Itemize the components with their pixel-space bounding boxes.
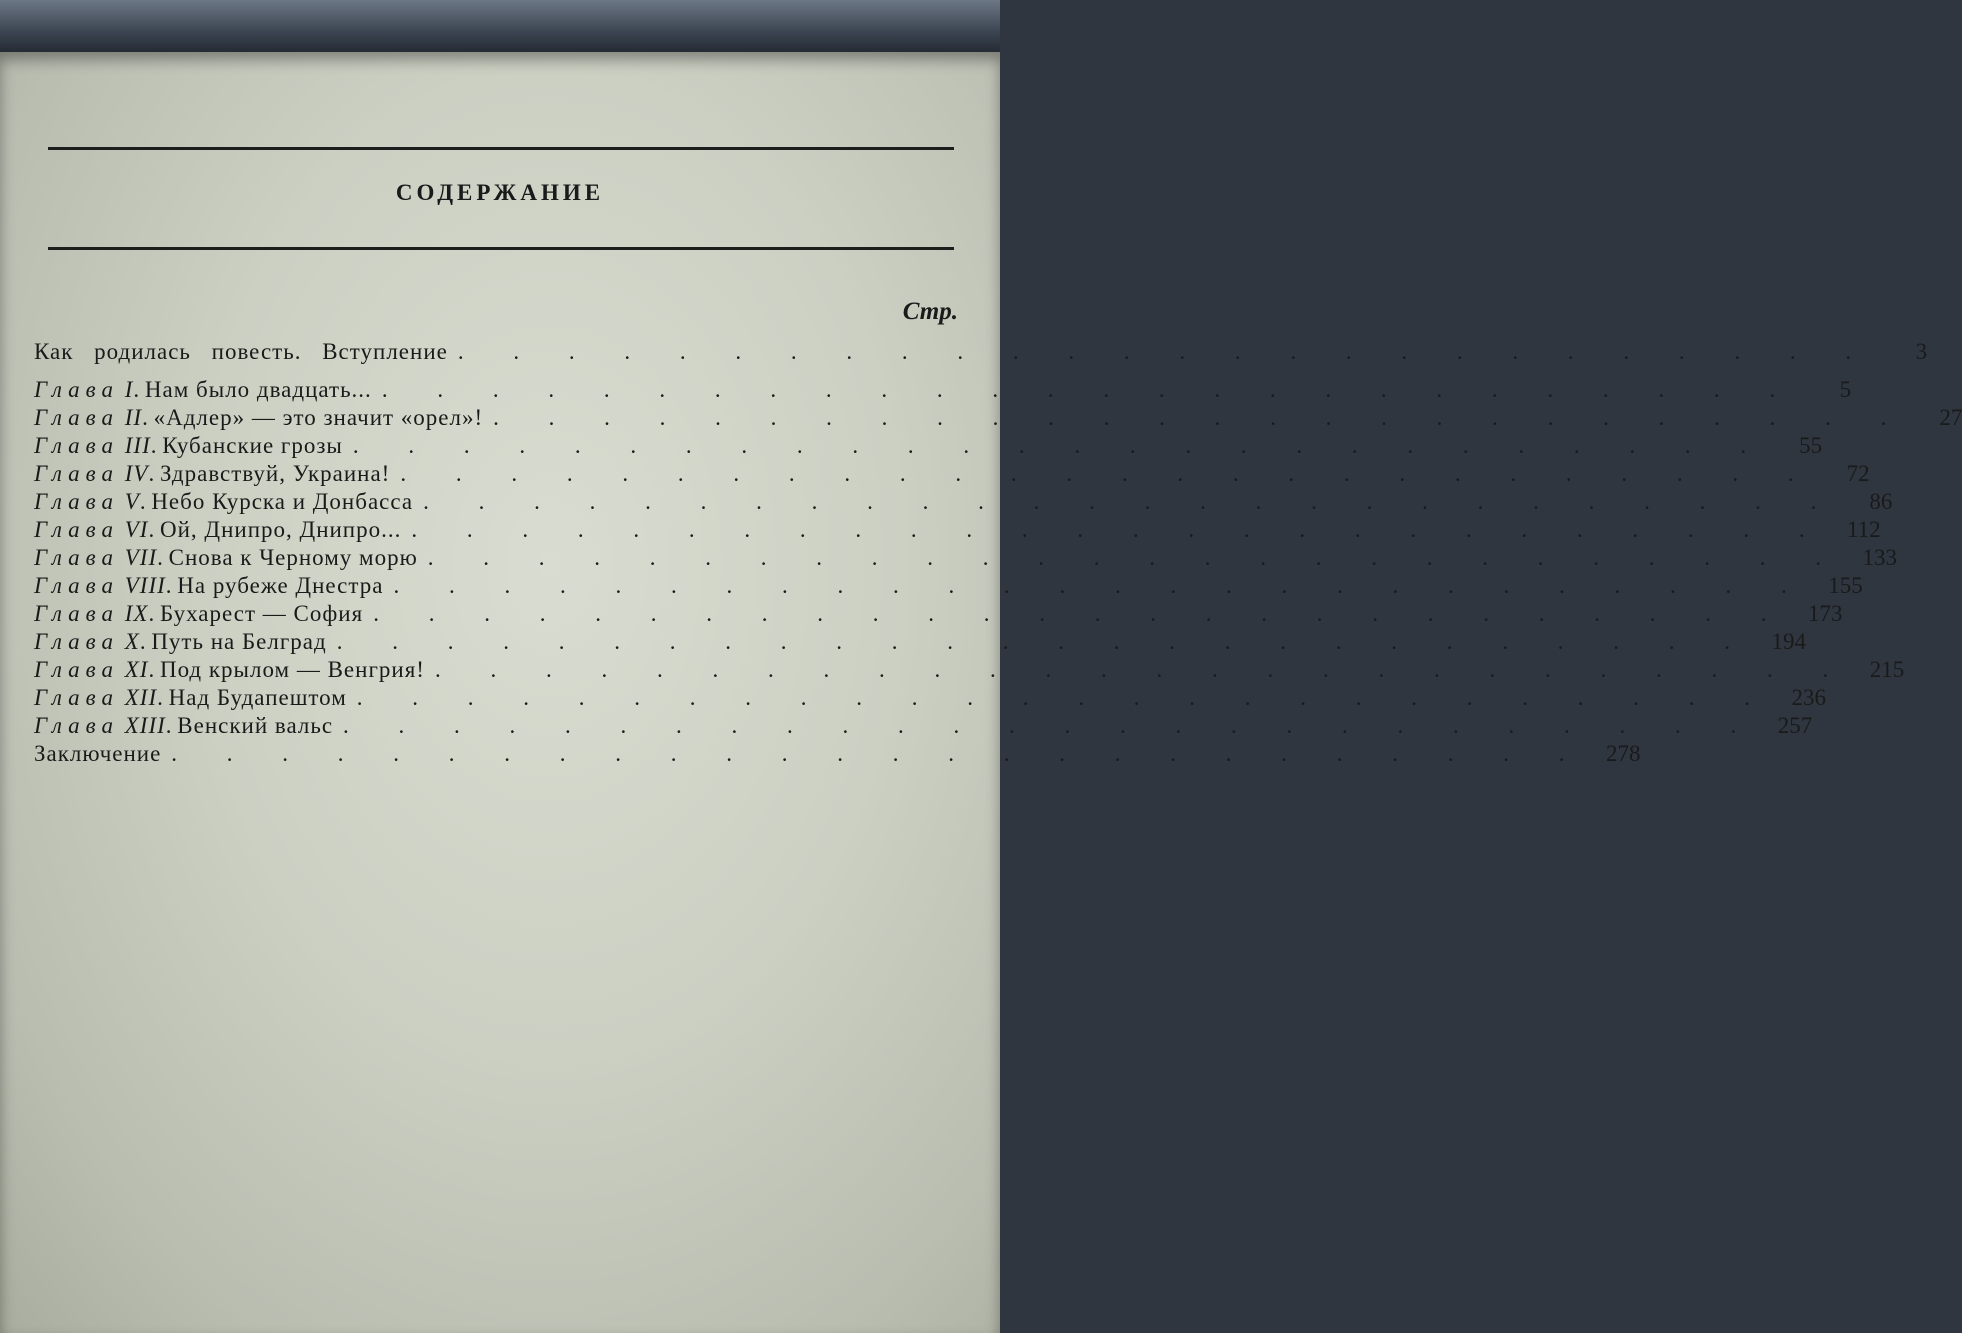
- chapter-page: 27: [1939, 405, 1962, 430]
- chapter-title: Бухарест — София: [159, 601, 364, 626]
- chapter-word: Глава: [34, 377, 119, 402]
- chapter-numeral: XI: [124, 657, 149, 682]
- chapter-numeral: II: [124, 405, 143, 430]
- chapter-page: 133: [1862, 545, 1898, 570]
- chapter-page: 194: [1771, 629, 1806, 654]
- leader-dots: . . . . . . . . . . . . . . . . . . . . . . . . . .: [411, 517, 1827, 542]
- chapter-word: Глава: [34, 573, 119, 598]
- chapter-title: Здравствуй, Украина!: [159, 461, 391, 486]
- chapter-word: Глава: [34, 629, 119, 654]
- toc-entry-chapter: Глава I. Нам было двадцать... . . . . . . . . . . . . . . . . . . . . . . . . . . 5: [34, 377, 1852, 402]
- entry-page: 278: [1606, 741, 1641, 766]
- leader-dots: . . . . . . . . . . . . . . . . . . . . . . . . . .: [393, 573, 1809, 598]
- chapter-title: Над Будапештом: [168, 685, 347, 710]
- leader-dots: . . . . . . . . . . . . . . . . . . . . . . . . . .: [423, 489, 1839, 514]
- leader-dots: . . . . . . . . . . . . . . . . . . . . . . . . . .: [381, 377, 1798, 402]
- chapter-title: Кубанские грозы: [162, 433, 343, 458]
- chapter-title: Небо Курска и Донбасса: [151, 489, 414, 514]
- toc-entry-conclusion: [34, 741, 1641, 769]
- chapter-page: 112: [1846, 517, 1881, 542]
- chapter-title: Путь на Белград: [151, 629, 327, 654]
- toc-entry-chapter: Глава IV. Здравствуй, Украина! . . . . . . . . . . . . . . . . . . . . . . . . . . 72: [34, 461, 1870, 486]
- chapter-title: Венский вальс: [177, 713, 334, 738]
- chapter-numeral: I: [124, 377, 134, 402]
- contents-heading: СОДЕРЖАНИЕ: [395, 180, 605, 205]
- leader-dots: . . . . . . . . . . . . . . . . . . . . . . . . . .: [171, 741, 1587, 766]
- leader-dots: . . . . . . . . . . . . . . . . . . . . . . . . . .: [434, 657, 1851, 682]
- chapter-title: «Адлер» — это значит «орел»!: [153, 405, 484, 430]
- chapter-title: На рубеже Днестра: [177, 573, 384, 598]
- leader-dots: . . . . . . . . . . . . . . . . . . . . . . . . . .: [427, 545, 1844, 570]
- leader-dots: . . . . . . . . . . . . . . . . . . . . . . . . . .: [343, 713, 1759, 738]
- top-rule: [48, 147, 954, 150]
- chapter-word: Глава: [34, 713, 119, 738]
- chapter-page: 155: [1828, 573, 1863, 598]
- chapter-numeral: VI: [124, 517, 149, 542]
- chapter-page: 86: [1869, 489, 1893, 514]
- book-page: [0, 52, 1962, 1333]
- chapter-page: 236: [1791, 685, 1827, 710]
- chapter-word: Глава: [34, 685, 119, 710]
- chapter-title: Под крылом — Венгрия!: [159, 657, 425, 682]
- chapter-numeral: V: [124, 489, 140, 514]
- entry-page: 3: [1915, 339, 1928, 364]
- leader-dots: . . . . . . . . . . . . . . . . . . . . . . . . . .: [356, 685, 1773, 710]
- chapter-page: 215: [1869, 657, 1905, 682]
- leader-dots: . . . . . . . . . . . . . . . . . . . . . . . . . .: [400, 461, 1816, 486]
- chapter-word: Глава: [34, 657, 119, 682]
- chapter-numeral: XIII: [124, 713, 166, 738]
- chapter-title: Ой, Днипро, Днипро...: [159, 517, 402, 542]
- toc-entry-chapter: Глава V. Небо Курска и Донбасса . . . . . . . . . . . . . . . . . . . . . . . . . . 86: [34, 489, 1893, 514]
- leader-dots: . . . . . . . . . . . . . . . . . . . . . . . . . .: [336, 629, 1752, 654]
- chapter-word: Глава: [34, 461, 119, 486]
- toc-entry-chapter: Глава VIII. На рубеже Днестра . . . . . . . . . . . . . . . . . . . . . . . . . . 155: [34, 573, 1863, 598]
- chapter-numeral: IV: [124, 461, 149, 486]
- chapter-numeral: X: [124, 629, 140, 654]
- toc-entry-chapter: Глава IX. Бухарест — София . . . . . . . . . . . . . . . . . . . . . . . . . . 173: [34, 601, 1843, 626]
- toc-entry-chapter: Глава X. Путь на Белград . . . . . . . . . . . . . . . . . . . . . . . . . . 194: [34, 629, 1806, 654]
- chapter-title: Снова к Черному морю: [168, 545, 418, 570]
- entry-title: Как родилась повесть. Вступление: [34, 339, 448, 364]
- chapter-word: Глава: [34, 489, 119, 514]
- toc-entry-chapter: Глава XII. Над Будапештом . . . . . . . . . . . . . . . . . . . . . . . . . . 236: [34, 685, 1827, 710]
- book-cover-edge: [0, 0, 1000, 60]
- chapter-page: 5: [1839, 377, 1852, 402]
- toc-entry-chapter: Глава XIII. Венский вальс . . . . . . . . . . . . . . . . . . . . . . . . . . 257: [34, 713, 1813, 738]
- entry-title: Заключение: [34, 741, 162, 766]
- toc-entry-chapter: Глава XI. Под крылом — Венгрия! . . . . . . . . . . . . . . . . . . . . . . . . . . 215: [34, 657, 1905, 682]
- toc-entry-chapter: Глава VI. Ой, Днипро, Днипро... . . . . . . . . . . . . . . . . . . . . . . . . . . 112: [34, 517, 1881, 542]
- bottom-rule: [48, 247, 954, 250]
- leader-dots: . . . . . . . . . . . . . . . . . . . . . . . . . .: [352, 433, 1769, 458]
- chapter-word: Глава: [34, 405, 119, 430]
- chapter-title: Нам было двадцать...: [144, 377, 372, 402]
- chapter-page: 72: [1846, 461, 1870, 486]
- chapter-page: 55: [1799, 433, 1823, 458]
- chapter-numeral: XII: [124, 685, 158, 710]
- chapter-page: 257: [1777, 713, 1813, 738]
- chapter-word: Глава: [34, 433, 119, 458]
- toc-entry-intro: [34, 339, 1928, 367]
- chapter-numeral: VIII: [124, 573, 166, 598]
- chapter-numeral: III: [124, 433, 151, 458]
- chapter-page: 173: [1807, 601, 1843, 626]
- chapter-word: Глава: [34, 601, 119, 626]
- leader-dots: . . . . . . . . . . . . . . . . . . . . . . . . . .: [457, 339, 1874, 364]
- chapter-numeral: VII: [124, 545, 158, 570]
- chapter-numeral: IX: [124, 601, 149, 626]
- toc-entry-chapter: Глава II. «Адлер» — это значит «орел»! . . . . . . . . . . . . . . . . . . . . . . . . . . 27: [34, 405, 1962, 430]
- leader-dots: . . . . . . . . . . . . . . . . . . . . . . . . . .: [373, 601, 1789, 626]
- chapter-word: Глава: [34, 517, 119, 542]
- page-column-label: Стр.: [902, 298, 958, 325]
- toc-entry-chapter: Глава III. Кубанские грозы . . . . . . . . . . . . . . . . . . . . . . . . . . 55: [34, 433, 1823, 458]
- chapter-word: Глава: [34, 545, 119, 570]
- leader-dots: . . . . . . . . . . . . . . . . . . . . . . . . . .: [493, 405, 1909, 430]
- toc-entry-chapter: Глава VII. Снова к Черному морю . . . . . . . . . . . . . . . . . . . . . . . . . . 133: [34, 545, 1898, 570]
